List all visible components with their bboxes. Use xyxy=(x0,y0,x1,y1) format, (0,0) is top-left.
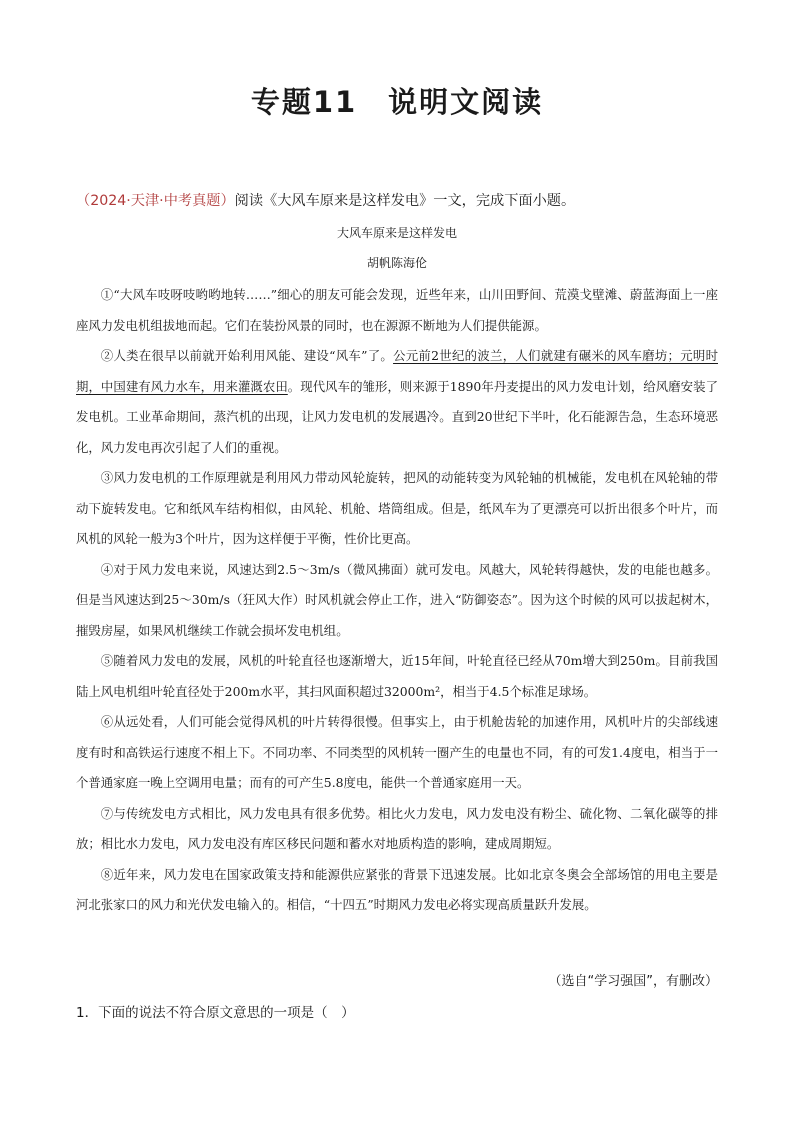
paragraph-8: ⑧近年来，风力发电在国家政策支持和能源供应紧张的背景下迅速发展。比如北京冬奥会全部场馆的用电主要是河北张家口的风力和光伏发电输入的。相信，“十四五”时期风力发电必将实现高质量跃升发展。 xyxy=(76,866,718,912)
article-author: 胡帆陈海伦 xyxy=(366,256,427,270)
paragraph-3: ③风力发电机的工作原理就是利用风力带动风轮旋转，把风的动能转变为风轮轴的机械能，发电机在风轮轴的带动下旋转发电。它和纸风车结构相似，由风轮、机舱、塔筒组成。但是，纸风车为了更漂亮可以折出很多个叶片，而风机的风轮一般为3个叶片，因为这样便于平衡，性价比更高。 xyxy=(76,470,718,546)
paragraph-5: ⑤随着风力发电的发展，风机的叶轮直径也逐渐增大，近15年间，叶轮直径已经从70m增大到250m。目前我国陆上风电机组叶轮直径处于200m水平，其扫风面积超过32000m²，相当于4.5个标准足球场。 xyxy=(76,653,718,699)
paragraph-2-lead: ②人类在很早以前就开始利用风能、建设“风车”了。 xyxy=(100,348,394,363)
paragraph-2-rest: 。现代风车的雏形，则来源于1890年丹麦提出的风力发电计划，给风磨安装了发电机。工业革命期间，蒸汽机的出现，让风力发电机的发展遇冷。直到20世纪下半叶，化石能源告急，生态环境恶化，风力发电再次引起了人们的重视。 xyxy=(76,378,718,455)
paragraph-4: ④对于风力发电来说，风速达到2.5～3m/s（微风拂面）就可发电。风越大，风轮转得越快，发的电能也越多。但是当风速达到25～30m/s（狂风大作）时风机就会停止工作，进入“防御姿态”。因为这个时候的风可以拔起树木，摧毁房屋，如果风机继续工作就会损坏发电机组。 xyxy=(76,561,718,638)
paragraph-2 xyxy=(76,341,718,463)
source-tag: （2024·天津·中考真题） xyxy=(76,193,235,209)
underlined-sentence: 公元前2世纪的波兰，人们就建有碾米的风车磨坊；元明时期，中国建有风力水车，用来灌溉农田 xyxy=(76,348,718,394)
question-intro xyxy=(76,190,756,210)
page-title: 专题11 说明文阅读 xyxy=(250,85,544,119)
intro-text: 阅读《大风车原来是这样发电》一文，完成下面小题。 xyxy=(234,193,576,209)
article-title: 大风车原来是这样发电 xyxy=(336,226,457,240)
article-body xyxy=(76,280,718,921)
paragraph-7: ⑦与传统发电方式相比，风力发电具有很多优势。相比火力发电，风力发电没有粉尘、硫化物、二氧化碳等的排放；相比水力发电，风力发电没有库区移民问题和蓄水对地质构造的影响，建成周期短。 xyxy=(76,805,718,851)
paragraph-1: ①“大风车吱呀吱哟哟地转……”细心的朋友可能会发现，近些年来，山川田野间、荒漠戈壁滩、蔚蓝海面上一座座风力发电机组拔地而起。它们在装扮风景的同时，也在源源不断地为人们提供能源。 xyxy=(76,287,718,333)
article-citation: （选自“学习强国”，有删改） xyxy=(548,974,718,989)
paragraph-6: ⑥从远处看，人们可能会觉得风机的叶片转得很慢。但事实上，由于机舱齿轮的加速作用，风机叶片的尖部线速度有时和高铁运行速度不相上下。不同功率、不同类型的风机转一圈产生的电量也不同，有的可发1.4度电，相当于一个普通家庭一晚上空调用电量；而有的可产生5.8度电，能供一个普通家庭用一天。 xyxy=(76,714,718,790)
question-1: 1．下面的说法不符合原文意思的一项是（ ） xyxy=(76,1005,355,1021)
